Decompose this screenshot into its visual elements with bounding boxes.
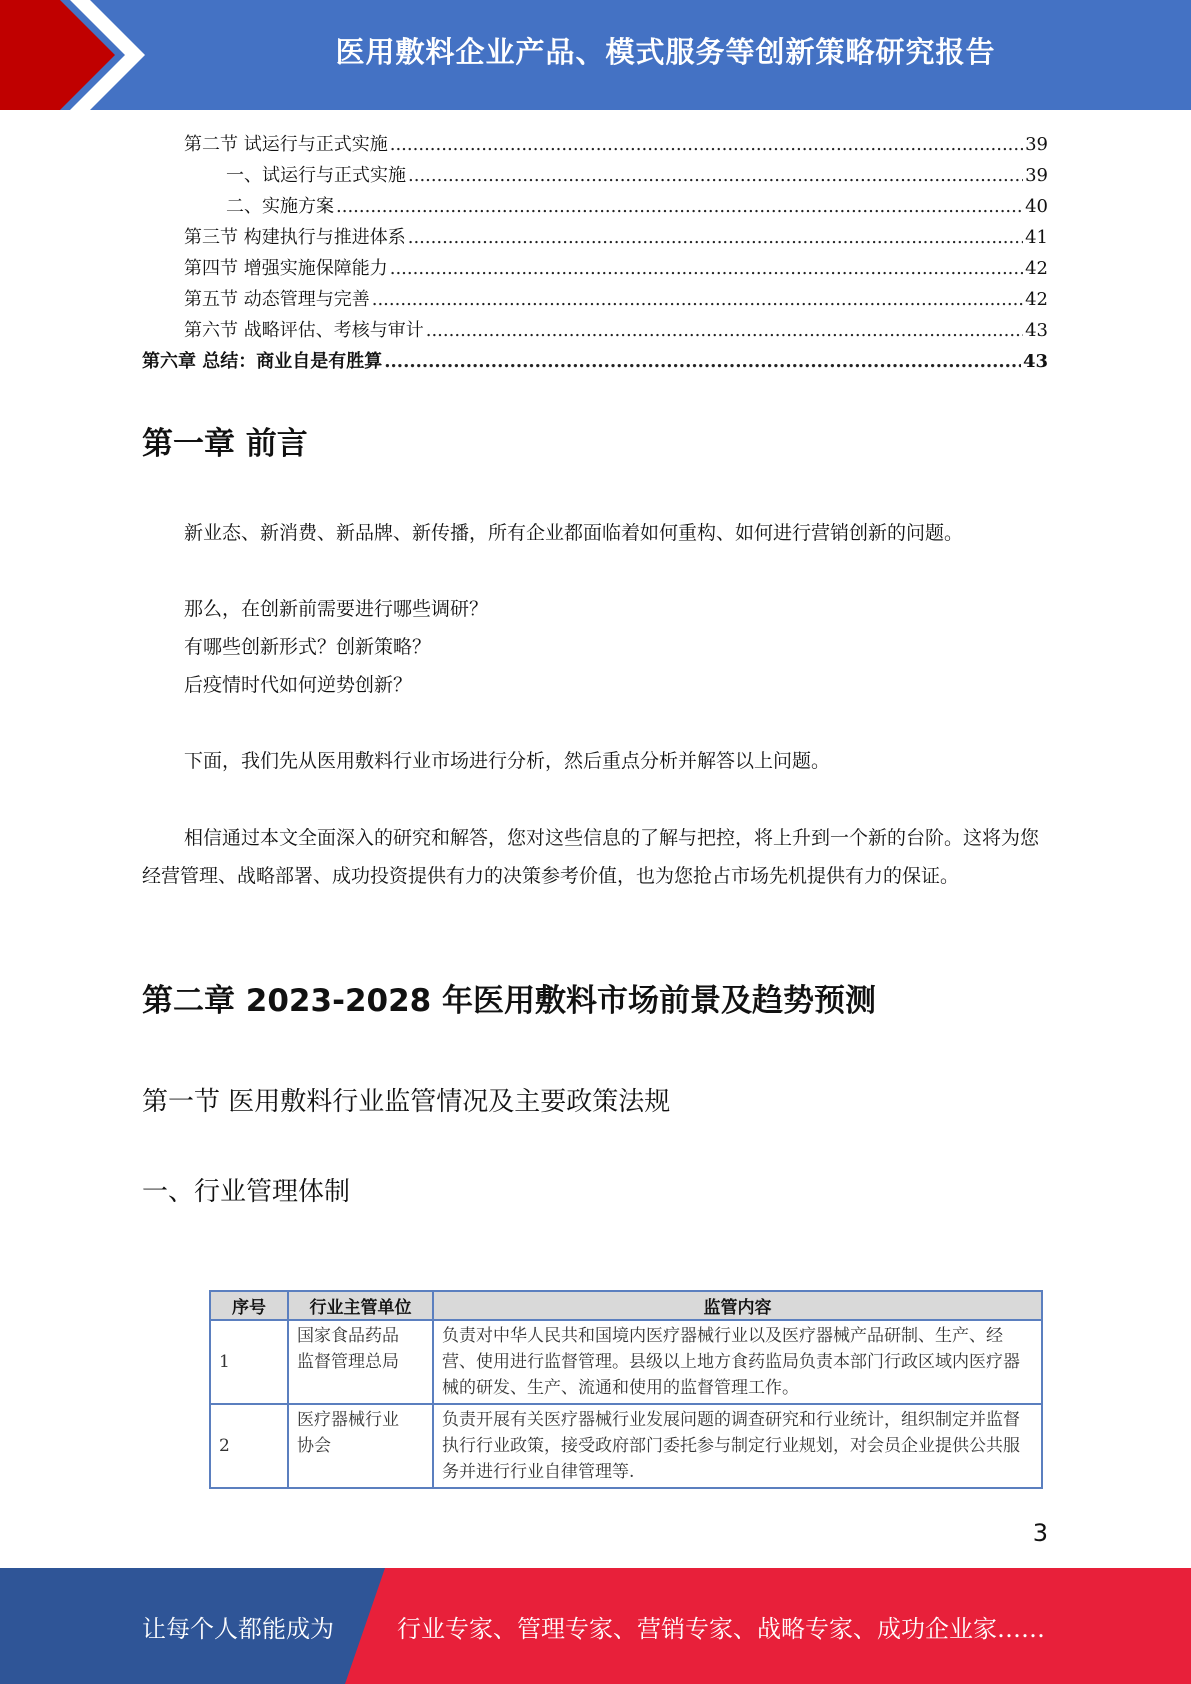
toc-entry-chapter[interactable]: [142, 347, 1048, 378]
report-title: 医用敷料企业产品、模式服务等创新策略研究报告: [335, 34, 996, 69]
chapter-2-heading: 第二章 2023-2028 年医用敷料市场前景及趋势预测: [142, 983, 877, 1019]
table-row: [210, 1320, 1042, 1404]
section-heading: 第一节 医用敷料行业监管情况及主要政策法规: [142, 1087, 671, 1117]
cell-unit: [288, 1404, 433, 1488]
page-header: [0, 0, 1191, 110]
toc-entry[interactable]: [142, 192, 1048, 223]
footer-slogan-left: 让每个人都能成为: [142, 1614, 334, 1643]
toc-entry[interactable]: [142, 130, 1048, 161]
toc-entry-title: 第三节 构建执行与推进体系: [184, 227, 406, 248]
column-header: 行业主管单位: [288, 1291, 433, 1320]
column-header: 监管内容: [433, 1291, 1042, 1320]
toc-entry-page: 43: [1022, 351, 1048, 372]
cell-number: 1: [210, 1320, 288, 1404]
footer-slogan-right: 行业专家、管理专家、营销专家、战略专家、成功企业家……: [397, 1614, 1045, 1643]
toc-entry-title: 第二节 试运行与正式实施: [184, 134, 388, 155]
toc-entry-title: 二、实施方案: [226, 196, 334, 217]
question-line: 有哪些创新形式？创新策略？: [184, 636, 432, 658]
table-of-contents: [142, 130, 1048, 378]
toc-entry-page: 41: [1025, 227, 1048, 248]
paragraph: 新业态、新消费、新品牌、新传播，所有企业都面临着如何重构、如何进行营销创新的问题。: [184, 522, 964, 544]
toc-entry-title: 第四节 增强实施保障能力: [184, 258, 388, 279]
toc-entry-title: 第六节 战略评估、考核与审计: [184, 320, 424, 341]
regulator-table: [209, 1290, 1043, 1489]
cell-unit-line: 国家食品药品: [297, 1326, 399, 1346]
cell-unit-line: 医疗器械行业: [297, 1410, 399, 1430]
toc-entry[interactable]: [142, 161, 1048, 192]
toc-entry-page: 42: [1025, 258, 1048, 279]
header-chevron-graphic: [0, 0, 150, 110]
page-number: 3: [1032, 1519, 1048, 1547]
question-line: 后疫情时代如何逆势创新？: [184, 674, 413, 696]
cell-content: 负责对中华人民共和国境内医疗器械行业以及医疗器械产品研制、生产、经营、使用进行监督管理。县级以上地方食药监局负责本部门行政区域内医疗器械的研发、生产、流通和使用的监督管理工作。: [433, 1320, 1042, 1404]
toc-entry[interactable]: [142, 223, 1048, 254]
subsection-heading: 一、行业管理体制: [142, 1177, 351, 1207]
toc-entry-page: 40: [1025, 196, 1048, 217]
toc-entry[interactable]: [142, 254, 1048, 285]
toc-entry-title: 一、试运行与正式实施: [226, 165, 406, 186]
paragraph: 相信通过本文全面深入的研究和解答，您对这些信息的了解与把控，将上升到一个新的台阶。这将为您经营管理、战略部署、成功投资提供有力的决策参考价值，也为您抢占市场先机提供有力的保证。: [142, 827, 1040, 887]
cell-content: 负责开展有关医疗器械行业发展问题的调查研究和行业统计，组织制定并监督执行行业政策，接受政府部门委托参与制定行业规划，对会员企业提供公共服务并进行行业自律管理等.: [433, 1404, 1042, 1488]
cell-unit-line: 监督管理总局: [297, 1352, 399, 1372]
toc-entry-page: 42: [1025, 289, 1048, 310]
column-header: 序号: [210, 1291, 288, 1320]
paragraph: 下面，我们先从医用敷料行业市场进行分析，然后重点分析并解答以上问题。: [184, 750, 831, 772]
toc-entry[interactable]: [142, 316, 1048, 347]
toc-entry-page: 43: [1025, 320, 1048, 341]
toc-entry-page: 39: [1025, 165, 1048, 186]
toc-entry[interactable]: [142, 285, 1048, 316]
table-header-row: [210, 1291, 1042, 1320]
cell-unit: [288, 1320, 433, 1404]
question-line: 那么，在创新前需要进行哪些调研？: [184, 598, 489, 620]
table-row: [210, 1404, 1042, 1488]
toc-entry-title: 第六章 总结：商业自是有胜算: [142, 351, 383, 372]
page-footer: [0, 1568, 1191, 1684]
toc-entry-title: 第五节 动态管理与完善: [184, 289, 370, 310]
cell-number: 2: [210, 1404, 288, 1488]
toc-entry-page: 39: [1025, 134, 1048, 155]
chapter-1-heading: 第一章 前言: [142, 426, 308, 462]
cell-unit-line: 协会: [297, 1436, 331, 1456]
